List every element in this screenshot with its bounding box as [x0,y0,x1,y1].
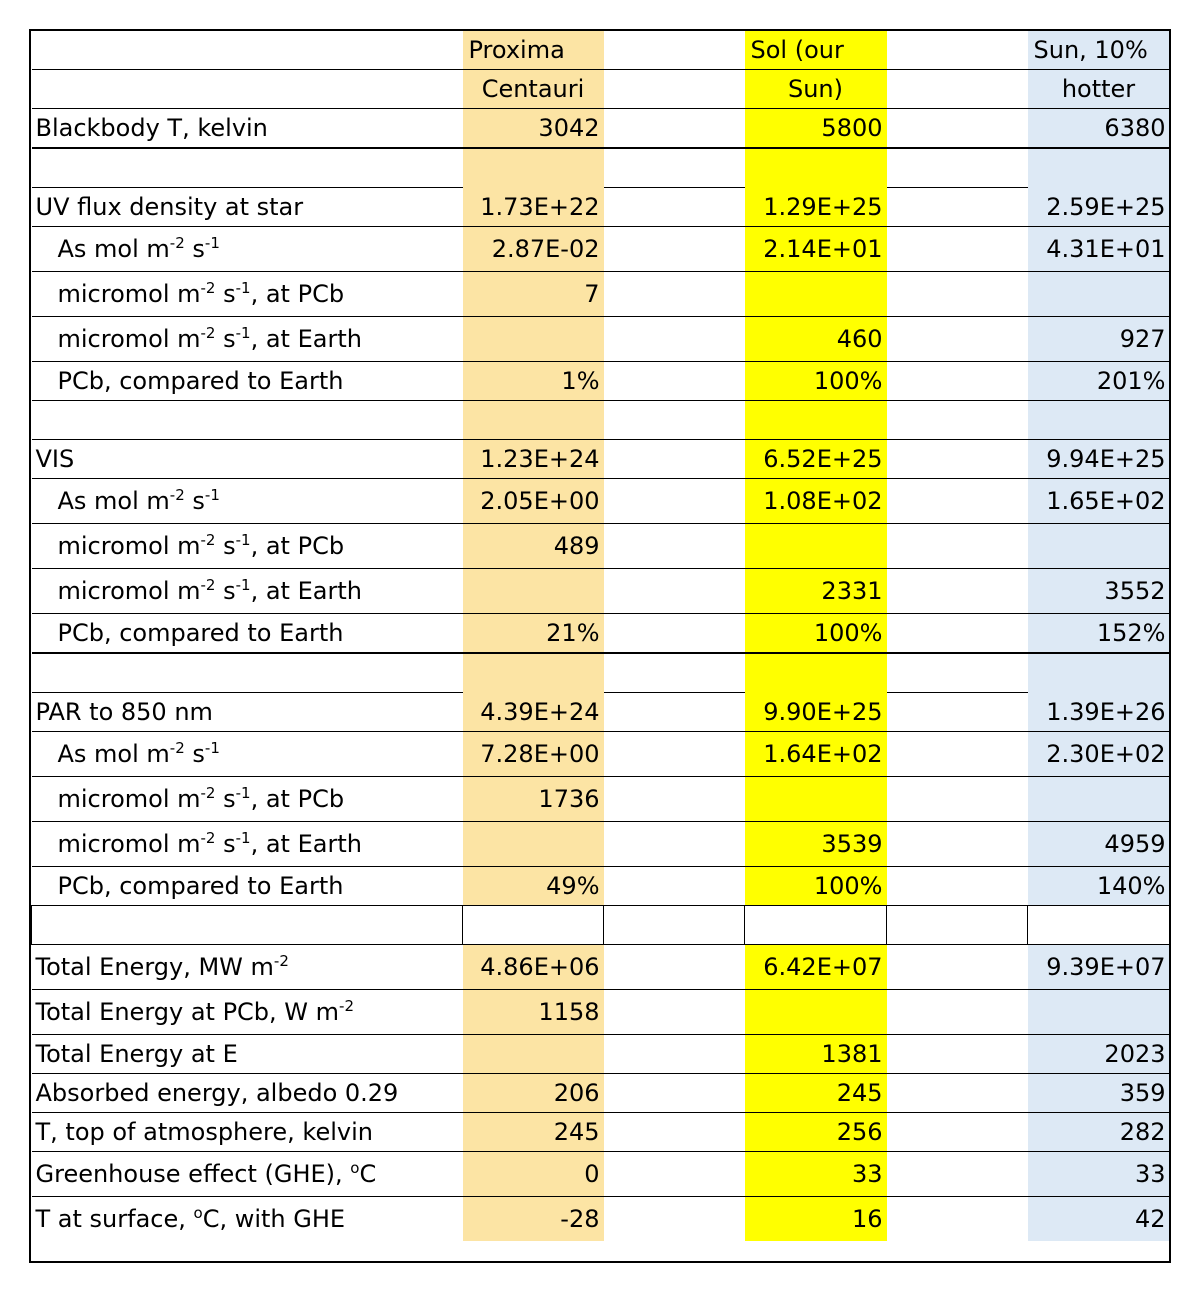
row-label: PCb, compared to Earth [32,867,463,906]
table-row [32,867,1170,906]
cell-proxima: 7.28E+00 [463,732,604,777]
cell-sol: 245 [745,1074,887,1113]
cell-proxima: 49% [463,867,604,906]
row-label: micromol $m^{-2}$ $s^{-1}$, at PCb [32,272,463,317]
header-proxima-line2: Centauri [463,70,604,109]
header-sun10-line2: hotter [1028,70,1170,109]
spacer-row [32,401,1170,440]
cell-sun10: 282 [1028,1113,1170,1152]
cell-sun10: 4959 [1028,822,1170,867]
cell-sol: 9.90E+25 [745,693,887,732]
cell-sun10: 140% [1028,867,1170,906]
cell-sun10: 6380 [1028,109,1170,149]
table-row [32,272,1170,317]
row-label: Total Energy, MW $m^{-2}$ [32,945,463,990]
cell-sun10 [1028,272,1170,317]
table-row [32,1197,1170,1242]
spacer-row [32,148,1170,188]
cell-sol: 460 [745,317,887,362]
cell-sun10: 2.30E+02 [1028,732,1170,777]
row-label: micromol $m^{-2}$ $s^{-1}$, at Earth [32,317,463,362]
table-row [32,945,1170,990]
cell-proxima [463,822,604,867]
cell-sun10 [1028,777,1170,822]
header-sol-line1: Sol (our [745,31,887,70]
cell-proxima: 0 [463,1152,604,1197]
cell-sun10: 33 [1028,1152,1170,1197]
cell-proxima [463,569,604,614]
cell-proxima: 2.87E-02 [463,227,604,272]
cell-proxima: 4.86E+06 [463,945,604,990]
cell-proxima: 3042 [463,109,604,149]
row-label: PCb, compared to Earth [32,362,463,401]
header-row-1 [32,31,1170,70]
cell-sol: 1.29E+25 [745,188,887,227]
cell-proxima: 1.23E+24 [463,440,604,479]
cell-sol: 100% [745,614,887,654]
row-label: micromol $m^{-2}$ $s^{-1}$, at Earth [32,569,463,614]
row-label: Blackbody T, kelvin [32,109,463,149]
cell-sol: 100% [745,362,887,401]
row-label: micromol $m^{-2}$ $s^{-1}$, at PCb [32,524,463,569]
row-label: As mol $m^{-2}$ $s^{-1}$ [32,479,463,524]
row-label: T at surface, $^o$C, with GHE [35,1204,346,1233]
cell-sun10: 4.31E+01 [1028,227,1170,272]
cell-sol [745,524,887,569]
cell-sol: 5800 [745,109,887,149]
cell-proxima: 1736 [463,777,604,822]
row-label: PCb, compared to Earth [32,614,463,654]
cell-proxima: 7 [463,272,604,317]
cell-proxima [463,317,604,362]
table-row [32,440,1170,479]
row-label: micromol $m^{-2}$ $s^{-1}$, at PCb [32,777,463,822]
cell-proxima: -28 [463,1197,604,1242]
cell-sun10: 3552 [1028,569,1170,614]
cell-sun10: 927 [1028,317,1170,362]
table-row [32,1074,1170,1113]
cell-proxima [463,1035,604,1074]
cell-proxima: 489 [463,524,604,569]
cell-sun10 [1028,990,1170,1035]
row-label: Total Energy at E [32,1035,463,1074]
spreadsheet [29,29,1171,1263]
spacer-row [32,906,1170,945]
table-row [32,777,1170,822]
table-row [32,1152,1170,1197]
cell-sol: 3539 [745,822,887,867]
header-sun10-line1: Sun, 10% [1028,31,1170,70]
header-proxima-line1: Proxima [463,31,604,70]
cell-sun10: 2.59E+25 [1028,188,1170,227]
cell-sol: 100% [745,867,887,906]
cell-proxima: 2.05E+00 [463,479,604,524]
table-row [32,479,1170,524]
cell-sun10: 1.39E+26 [1028,693,1170,732]
table-row [32,317,1170,362]
row-label: micromol $m^{-2}$ $s^{-1}$, at Earth [32,822,463,867]
cell-proxima: 1.73E+22 [463,188,604,227]
row-label: T, top of atmosphere, kelvin [32,1113,463,1152]
row-label: As mol $m^{-2}$ $s^{-1}$ [32,227,463,272]
cell-sol: 2.14E+01 [745,227,887,272]
header-sol-line2: Sun) [745,70,887,109]
table-row [32,227,1170,272]
cell-sol: 1.08E+02 [745,479,887,524]
table-row [32,109,1170,149]
cell-sol: 16 [745,1197,887,1242]
spacer-row [32,653,1170,693]
cell-sun10: 1.65E+02 [1028,479,1170,524]
table-row [32,1035,1170,1074]
cell-proxima: 21% [463,614,604,654]
cell-proxima: 1158 [463,990,604,1035]
table-row [32,188,1170,227]
table-row [32,524,1170,569]
table-row [32,732,1170,777]
row-label: Absorbed energy, albedo 0.29 [32,1074,463,1113]
row-label: UV flux density at star [32,188,463,227]
cell-sol: 1381 [745,1035,887,1074]
cell-sol: 2331 [745,569,887,614]
cell-sol [745,990,887,1035]
cell-sun10: 9.94E+25 [1028,440,1170,479]
row-label: Total Energy at PCb, W $m^{-2}$ [32,990,463,1035]
cell-sun10: 9.39E+07 [1028,945,1170,990]
cell-sun10: 42 [1028,1197,1170,1242]
table-row [32,1113,1170,1152]
cell-sun10 [1028,524,1170,569]
cell-sol: 6.42E+07 [745,945,887,990]
cell-sol: 256 [745,1113,887,1152]
table-row [32,990,1170,1035]
header-row-2 [32,70,1170,109]
data-table [31,31,1170,1241]
cell-sol: 6.52E+25 [745,440,887,479]
table-row [32,362,1170,401]
cell-sol [745,777,887,822]
cell-proxima: 245 [463,1113,604,1152]
cell-proxima: 4.39E+24 [463,693,604,732]
cell-sun10: 201% [1028,362,1170,401]
cell-sol: 33 [745,1152,887,1197]
cell-sun10: 152% [1028,614,1170,654]
table-row [32,822,1170,867]
table-row [32,693,1170,732]
cell-sun10: 359 [1028,1074,1170,1113]
row-label: Greenhouse effect (GHE), $^o$C [32,1152,463,1197]
row-label: PAR to 850 nm [32,693,463,732]
cell-sun10: 2023 [1028,1035,1170,1074]
cell-proxima: 1% [463,362,604,401]
table-row [32,569,1170,614]
row-label: As mol $m^{-2}$ $s^{-1}$ [32,732,463,777]
cell-sol [745,272,887,317]
row-label: VIS [32,440,463,479]
cell-sol: 1.64E+02 [745,732,887,777]
table-row [32,614,1170,654]
cell-proxima: 206 [463,1074,604,1113]
